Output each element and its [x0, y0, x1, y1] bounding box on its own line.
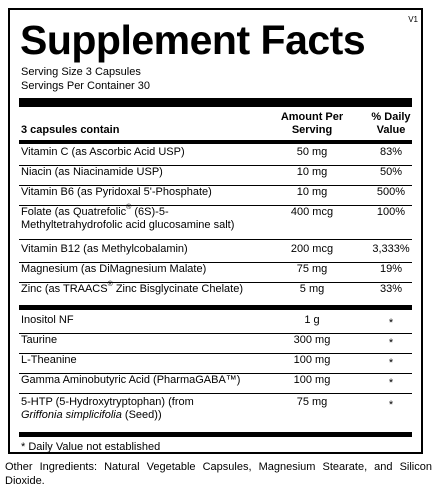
nutrient-amount: 200 mcg — [290, 243, 334, 255]
nutrient-name: L-Theanine — [21, 354, 77, 366]
row-divider — [19, 393, 412, 394]
column-header-serving: 3 capsules contain — [21, 124, 120, 136]
nutrient-row-vitamin-b12 — [19, 243, 412, 263]
nutrient-row-l-theanine — [19, 354, 412, 374]
nutrient-dv: * — [388, 357, 394, 369]
nutrient-dv: 100% — [376, 206, 406, 218]
nutrient-amount: 1 g — [304, 314, 320, 326]
species-name: Griffonia simplicifolia — [21, 409, 122, 421]
nutrient-dv: 19% — [379, 263, 403, 275]
nutrient-row-5-htp — [19, 396, 412, 430]
version-label: V1 — [408, 15, 418, 24]
nutrient-amount: 75 mg — [296, 263, 328, 275]
nutrient-row-vitamin-b6 — [19, 186, 412, 206]
supplement-facts-panel — [8, 8, 423, 454]
dv-header-line1: % Daily — [371, 111, 411, 123]
thick-rule-top — [19, 98, 412, 107]
nutrient-row-niacin — [19, 166, 412, 186]
name-text: (6S)-5- — [131, 206, 169, 218]
nutrient-name: Inositol NF — [21, 314, 74, 326]
nutrient-row-folate — [19, 206, 412, 240]
nutrient-amount: 50 mg — [296, 146, 328, 158]
nutrient-amount: 10 mg — [296, 186, 328, 198]
nutrient-dv: * — [388, 377, 394, 389]
nutrient-name: Gamma Aminobutyric Acid (PharmaGABA™) — [21, 374, 241, 386]
medium-rule-2 — [19, 305, 412, 310]
nutrient-dv: 33% — [379, 283, 403, 295]
dv-header-line2: Value — [376, 124, 406, 136]
nutrient-row-vitamin-c — [19, 146, 412, 166]
nutrient-name: Magnesium (as DiMagnesium Malate) — [21, 263, 207, 275]
name-text: Zinc Bisglycinate Chelate) — [112, 283, 243, 295]
nutrient-name: Niacin (as Niacinamide USP) — [21, 166, 163, 178]
column-header-dv — [359, 111, 423, 137]
nutrient-name: Vitamin C (as Ascorbic Acid USP) — [21, 146, 185, 158]
medium-rule — [19, 140, 412, 144]
name-text-line2: Methyltetrahydrofolic acid glucosamine salt) — [21, 219, 235, 231]
registered-mark: ® — [126, 204, 132, 212]
name-text: Zinc (as TRAACS — [21, 283, 108, 295]
nutrient-name — [21, 206, 234, 232]
servings-per-container: Servings Per Container 30 — [21, 80, 151, 92]
nutrient-row-gaba — [19, 374, 412, 394]
nutrient-name — [21, 396, 194, 422]
name-text-line2: (Seed)) — [121, 409, 162, 421]
nutrient-row-zinc — [19, 283, 412, 303]
nutrient-name: Vitamin B6 (as Pyridoxal 5'-Phosphate) — [21, 186, 212, 198]
amount-header-line2: Serving — [291, 124, 333, 136]
nutrient-row-taurine — [19, 334, 412, 354]
nutrient-amount: 100 mg — [293, 374, 331, 386]
nutrient-amount: 300 mg — [293, 334, 331, 346]
nutrient-row-inositol — [19, 314, 412, 334]
nutrient-amount: 100 mg — [293, 354, 331, 366]
name-text: 5-HTP (5-Hydroxytryptophan) (from — [21, 396, 194, 408]
nutrient-row-magnesium — [19, 263, 412, 283]
nutrient-name: Taurine — [21, 334, 58, 346]
thick-rule-bottom — [19, 432, 412, 437]
nutrient-dv: 500% — [376, 186, 406, 198]
nutrient-dv: * — [388, 399, 394, 411]
other-ingredients: Other Ingredients: Natural Vegetable Capsules, Magnesium Stearate, and Silicon Dioxide. — [5, 461, 432, 487]
column-header-amount — [274, 111, 350, 137]
nutrient-name — [21, 283, 243, 296]
nutrient-dv: * — [388, 317, 394, 329]
serving-size: Serving Size 3 Capsules — [21, 66, 141, 78]
nutrient-dv: 50% — [379, 166, 403, 178]
row-divider — [19, 239, 412, 240]
nutrient-name: Vitamin B12 (as Methylcobalamin) — [21, 243, 188, 255]
nutrient-amount: 5 mg — [299, 283, 325, 295]
panel-title: Supplement Facts — [20, 17, 366, 63]
nutrient-dv: 3,333% — [372, 243, 410, 255]
nutrient-dv: * — [388, 337, 394, 349]
footnote: * Daily Value not established — [21, 441, 161, 453]
nutrient-amount: 75 mg — [296, 396, 328, 408]
name-text: Folate (as Quatrefolic — [21, 206, 127, 218]
registered-mark: ® — [107, 281, 113, 289]
nutrient-dv: 83% — [379, 146, 403, 158]
nutrient-amount: 10 mg — [296, 166, 328, 178]
nutrient-amount: 400 mcg — [290, 206, 334, 218]
amount-header-line1: Amount Per — [280, 111, 344, 123]
